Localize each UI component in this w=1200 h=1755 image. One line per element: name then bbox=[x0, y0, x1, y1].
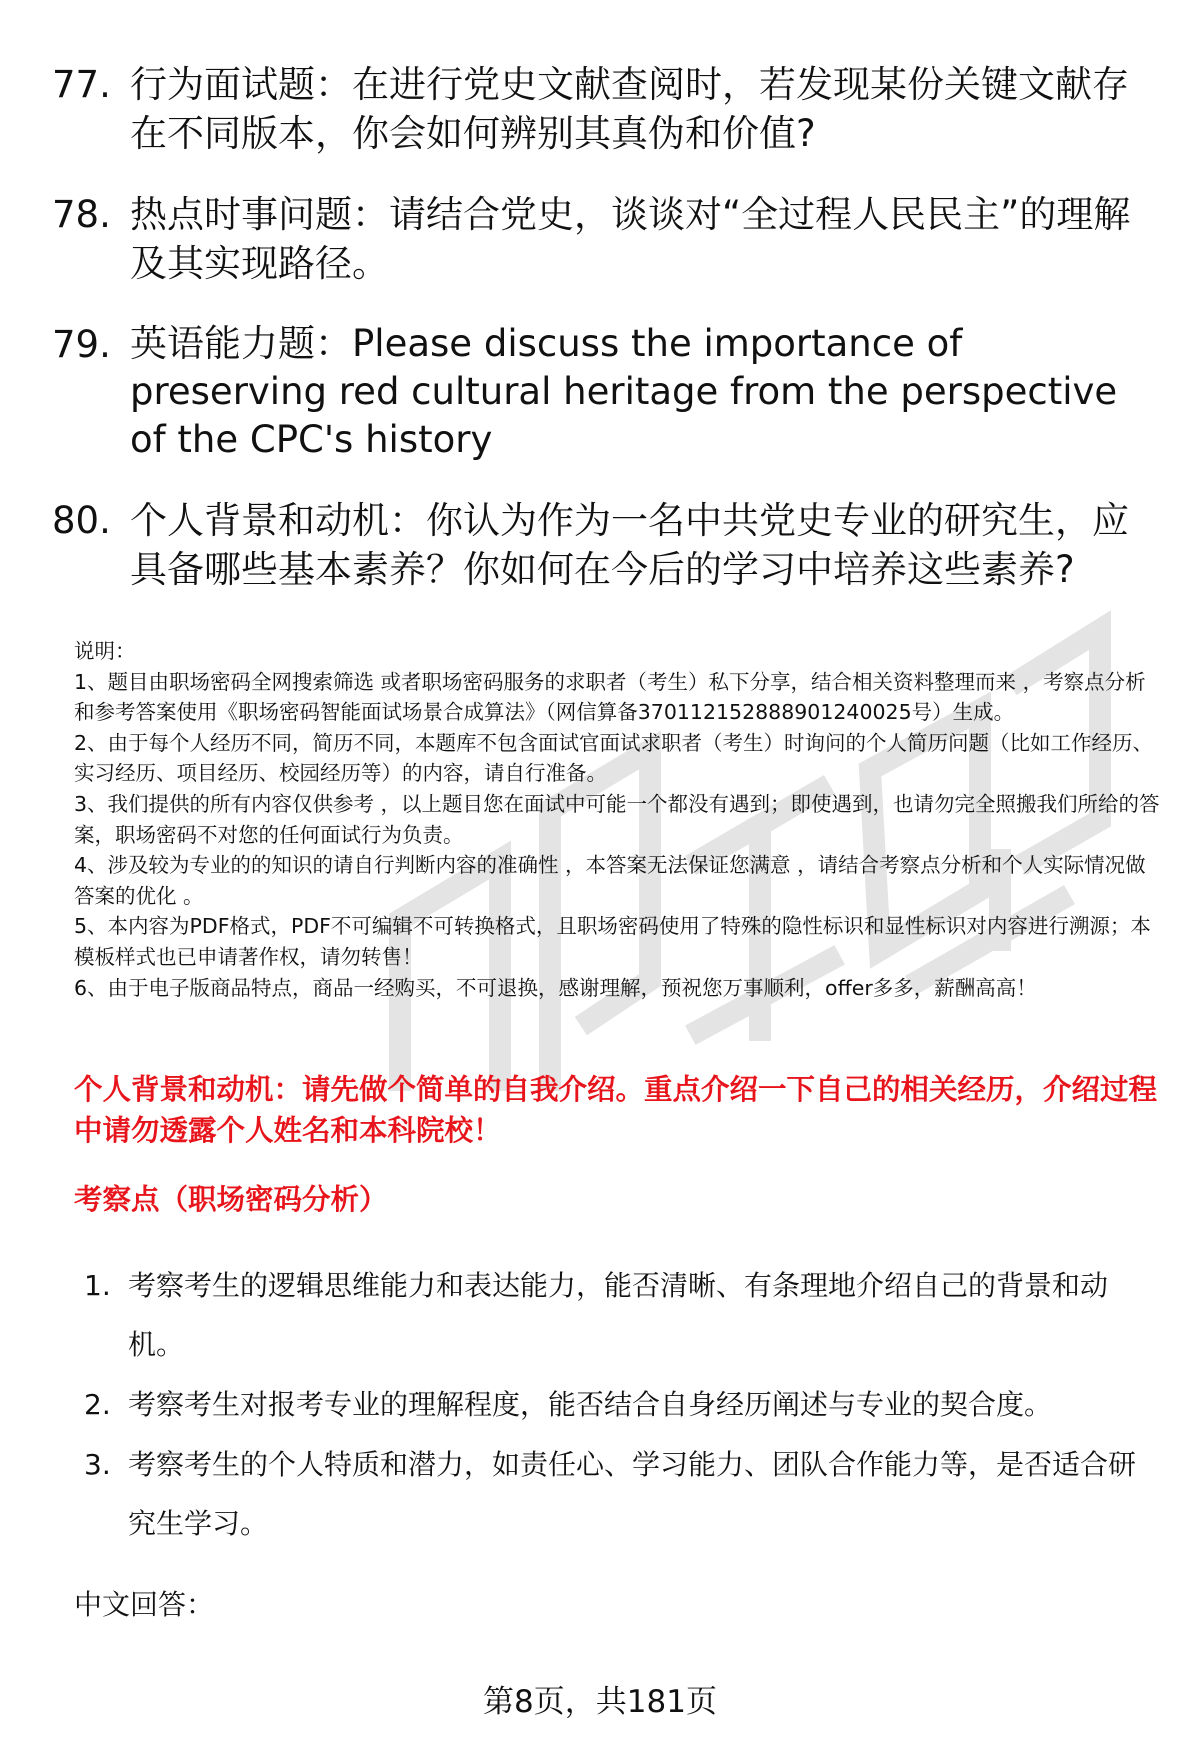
question-text: 行为面试题：在进行党史文献查阅时，若发现某份关键文献存在不同版本，你会如何辨别其真伪和价值? bbox=[130, 63, 1129, 155]
note-item: 6、由于电子版商品特点，商品一经购买，不可退换，感谢理解，预祝您万事顺利，offer多多，薪酬高高！ bbox=[74, 975, 1037, 1000]
question-number: 77. bbox=[52, 63, 111, 106]
section-title: 个人背景和动机：请先做个简单的自我介绍。重点介绍一下自己的相关经历，介绍过程中请勿透露个人姓名和本科院校！ bbox=[74, 1073, 1158, 1147]
list-item bbox=[84, 1375, 1154, 1434]
question-item bbox=[52, 320, 1152, 464]
note-item: 5、本内容为PDF格式，PDF不可编辑不可转换格式，且职场密码使用了特殊的隐性标识和显性标识对内容进行溯源；本模板样式也已申请著作权，请勿转售！ bbox=[74, 914, 1151, 969]
point-number: 3. bbox=[84, 1448, 111, 1481]
list-item bbox=[84, 1256, 1154, 1374]
question-list bbox=[52, 60, 1152, 626]
question-number: 79. bbox=[52, 323, 111, 366]
question-text: 个人背景和动机：你认为作为一名中共党史专业的研究生，应具备哪些基本素养？你如何在今后的学习中培养这些素养? bbox=[130, 499, 1129, 591]
page-number: 第8页，共181页 bbox=[483, 1684, 717, 1720]
question-text: 热点时事问题：请结合党史，谈谈对“全过程人民民主”的理解及其实现路径。 bbox=[130, 193, 1131, 285]
point-number: 1. bbox=[84, 1269, 111, 1302]
question-number: 80. bbox=[52, 499, 111, 542]
analysis-heading: 考察点（职场密码分析） bbox=[74, 1183, 388, 1216]
question-item bbox=[52, 190, 1152, 288]
point-text: 考察考生的个人特质和潜力，如责任心、学习能力、团队合作能力等，是否适合研究生学习。 bbox=[128, 1448, 1137, 1540]
question-item bbox=[52, 496, 1152, 594]
note-item: 1、题目由职场密码全网搜索筛选 或者职场密码服务的求职者（考生）私下分享，结合相关资料整理而来 ，考察点分析和参考答案使用《职场密码智能面试场景合成算法》（网信算备370112152888901240025号）生成。 bbox=[74, 669, 1146, 725]
notes-heading: 说明： bbox=[74, 639, 136, 663]
question-text: 英语能力题：Please discuss the importance of preserving red cultural heritage from the perspective of the CPC's history bbox=[130, 322, 1118, 461]
list-item bbox=[84, 1435, 1154, 1553]
note-item: 4、涉及较为专业的的知识的请自行判断内容的准确性 ，本答案无法保证您满意 ，请结合考察点分析和个人实际情况做答案的优化 。 bbox=[74, 853, 1146, 908]
note-item: 2、由于每个人经历不同，简历不同，本题库不包含面试官面试求职者（考生）时询问的个人简历问题（比如工作经历、实习经历、项目经历、校园经历等）的内容，请自行准备。 bbox=[74, 730, 1154, 786]
note-item: 3、我们提供的所有内容仅供参考 ，以上题目您在面试中可能一个都没有遇到；即使遇到，也请勿完全照搬我们所给的答案，职场密码不对您的任何面试行为负责。 bbox=[74, 791, 1160, 847]
point-number: 2. bbox=[84, 1388, 111, 1421]
point-text: 考察考生对报考专业的理解程度，能否结合自身经历阐述与专业的契合度。 bbox=[128, 1388, 1053, 1421]
question-item bbox=[52, 60, 1152, 158]
answer-label: 中文回答： bbox=[74, 1588, 215, 1621]
point-text: 考察考生的逻辑思维能力和表达能力，能否清晰、有条理地介绍自己的背景和动机。 bbox=[128, 1269, 1109, 1361]
question-number: 78. bbox=[52, 193, 111, 236]
notes-block bbox=[74, 636, 1164, 1003]
analysis-points bbox=[84, 1256, 1154, 1554]
